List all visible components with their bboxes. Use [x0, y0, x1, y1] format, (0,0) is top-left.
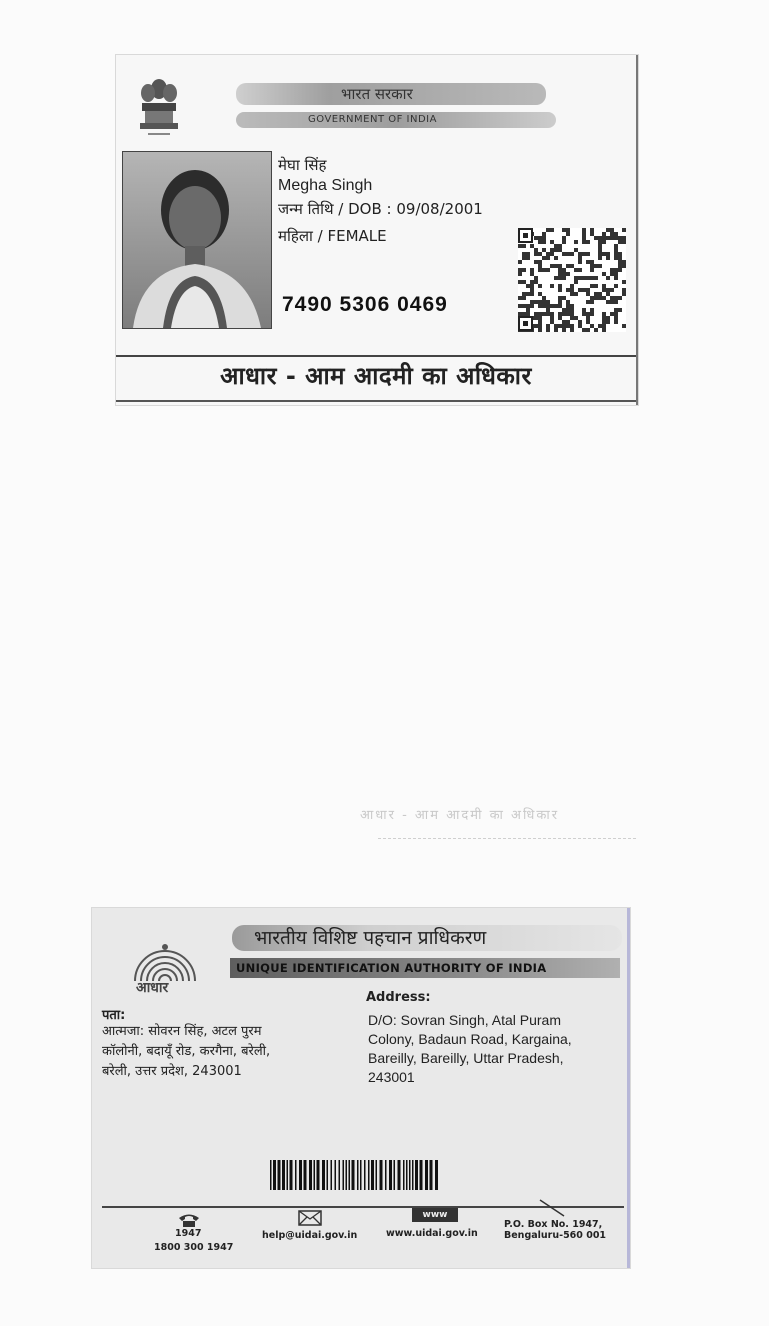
address-english-line: Bareilly, Bareilly, Uttar Pradesh,	[368, 1050, 564, 1066]
qr-code-icon	[518, 228, 626, 332]
www-badge: www	[412, 1208, 458, 1222]
divider	[116, 355, 636, 357]
address-english	[368, 1011, 572, 1087]
government-title-hindi: भारत सरकार	[236, 83, 546, 105]
barcode-icon	[270, 1160, 440, 1190]
website-url: www.uidai.gov.in	[386, 1228, 478, 1239]
aadhaar-logo-text: आधार	[136, 980, 169, 996]
aadhaar-card-front	[116, 55, 638, 405]
address-english-line: Colony, Badaun Road, Kargaina,	[368, 1031, 572, 1047]
portrait-image	[123, 152, 271, 328]
aadhaar-number: 7490 5306 0469	[282, 293, 448, 316]
holder-name-english: Megha Singh	[278, 177, 373, 194]
authority-title-hindi: भारतीय विशिष्ट पहचान प्राधिकरण	[232, 925, 622, 951]
address-hindi-line: कॉलोनी, बदायूँ रोड, करगैना, बरेली,	[102, 1044, 271, 1059]
divider	[116, 400, 636, 402]
helpline-short: 1947	[175, 1228, 202, 1239]
po-box-line: P.O. Box No. 1947,	[504, 1219, 603, 1230]
helpline-tollfree: 1800 300 1947	[154, 1242, 234, 1253]
phone-icon	[178, 1213, 200, 1227]
address-hindi	[102, 1022, 270, 1082]
address-label-english: Address:	[366, 990, 431, 1005]
address-hindi-line: बरेली, उत्तर प्रदेश, 243001	[102, 1064, 242, 1079]
gender: महिला / FEMALE	[278, 227, 387, 245]
aadhaar-slogan: आधार - आम आदमी का अधिकार	[220, 362, 532, 390]
faded-divider	[378, 838, 636, 839]
date-of-birth: जन्म तिथि / DOB : 09/08/2001	[278, 200, 483, 218]
authority-title-english: UNIQUE IDENTIFICATION AUTHORITY OF INDIA	[230, 958, 620, 978]
aadhaar-card-back	[92, 908, 630, 1268]
faded-slogan-text: आधार - आम आदमी का अधिकार	[360, 808, 560, 823]
address-english-line: D/O: Sovran Singh, Atal Puram	[368, 1012, 561, 1028]
po-box-address	[504, 1219, 606, 1241]
email-address: help@uidai.gov.in	[262, 1230, 358, 1241]
email-icon	[298, 1210, 322, 1226]
holder-photo	[122, 151, 272, 329]
national-emblem-icon	[136, 75, 182, 141]
address-english-line: 243001	[368, 1069, 415, 1085]
holder-name-hindi: मेघा सिंह	[278, 156, 327, 174]
envelope-flag-icon	[538, 1198, 568, 1218]
address-label-hindi: पता:	[102, 1008, 126, 1023]
address-hindi-line: आत्मजा: सोवरन सिंह, अटल पुरम	[102, 1024, 262, 1039]
po-box-line: Bengaluru-560 001	[504, 1230, 607, 1241]
government-title-english: GOVERNMENT OF INDIA	[236, 112, 556, 128]
